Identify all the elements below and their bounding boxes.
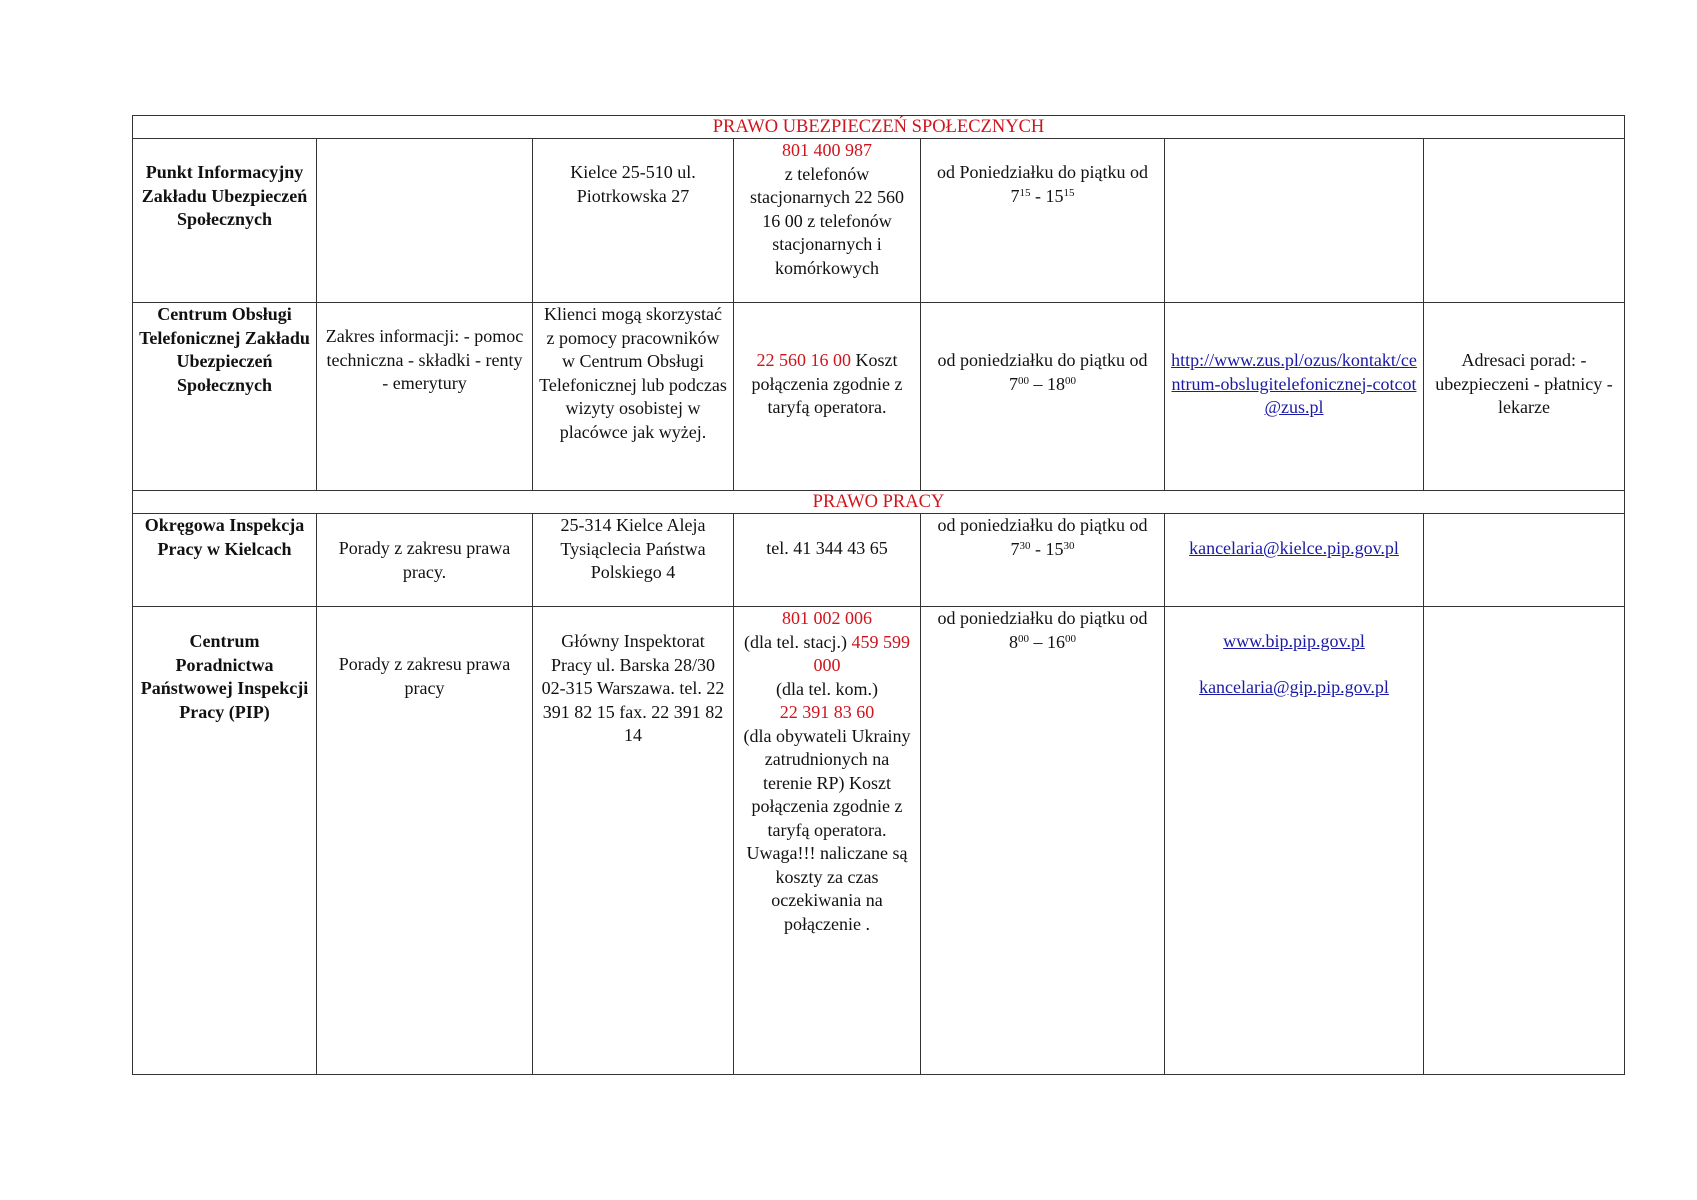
bip-website-link[interactable]: www.bip.pip.gov.pl	[1223, 631, 1365, 651]
scope-cell: Zakres informacji: - pomoc techniczna - składki - renty - emerytury	[317, 303, 533, 491]
hours-to: 18	[1047, 373, 1065, 394]
hours-from: 7	[1010, 538, 1020, 559]
contact-cell	[1165, 607, 1424, 1075]
address-cell: Kielce 25-510 ul. Piotrkowska 27	[533, 139, 734, 303]
kielce-email-link[interactable]: kancelaria@kielce.pip.gov.pl	[1189, 538, 1399, 558]
hours-cell	[921, 514, 1165, 607]
table-row	[133, 303, 1625, 491]
recipients-cell	[1424, 139, 1625, 303]
scope-cell: Porady z zakresu prawa pracy.	[317, 514, 533, 607]
phone-cell: tel. 41 344 43 65	[734, 514, 921, 607]
contact-table	[132, 115, 1625, 1075]
hours-label: od poniedziałku do piątku od	[937, 608, 1148, 628]
address-cell: Główny Inspektorat Pracy ul. Barska 28/30 02-315 Warszawa. tel. 22 391 82 15 fax. 22 391 82 14	[533, 607, 734, 1075]
hours-label: od poniedziałku do piątku od	[937, 515, 1148, 535]
hours-to-minutes: 00	[1065, 632, 1076, 645]
section-title-labor: PRAWO PRACY	[133, 491, 1625, 514]
contact-cell	[1165, 514, 1424, 607]
recipients-cell: Adresaci porad: - ubezpieczeni - płatnicy - lekarze	[1424, 303, 1625, 491]
hours-to: 15	[1045, 538, 1064, 559]
hours-separator: –	[1029, 373, 1047, 394]
section-header-row	[133, 116, 1625, 139]
zus-contact-link[interactable]: http://www.zus.pl/ozus/kontakt/centrum-obslugitelefonicznej-cotcot@zus.pl	[1171, 350, 1417, 417]
table-row	[133, 514, 1625, 607]
hours-to: 15	[1045, 185, 1064, 206]
hours-from-minutes: 00	[1018, 632, 1029, 645]
institution-name: Centrum Poradnictwa Państwowej Inspekcji Pracy (PIP)	[133, 607, 317, 1075]
recipients-cell	[1424, 514, 1625, 607]
section-title-social: PRAWO UBEZPIECZEŃ SPOŁECZNYCH	[133, 116, 1625, 139]
institution-name: Okręgowa Inspekcja Pracy w Kielcach	[133, 514, 317, 607]
table-row	[133, 607, 1625, 1075]
hours-separator: -	[1030, 185, 1046, 206]
hours-from: 8	[1009, 631, 1018, 652]
scope-cell: Porady z zakresu prawa pracy	[317, 607, 533, 1075]
table-row	[133, 139, 1625, 303]
hours-to-minutes: 00	[1065, 374, 1076, 387]
phone-cell	[734, 303, 921, 491]
hours-cell	[921, 303, 1165, 491]
hours-separator: –	[1029, 631, 1047, 652]
address-cell: Klienci mogą skorzystać z pomocy pracowników w Centrum Obsługi Telefonicznej lub podczas wizyty osobistej w placówce jak wyżej.	[533, 303, 734, 491]
phone-number: 459 599 000	[813, 631, 910, 675]
phone-number: 22 391 83 60	[779, 702, 875, 722]
hours-from: 7	[1009, 373, 1018, 394]
phone-note: z telefonów stacjonarnych 22 560 16 00 z telefonów stacjonarnych i komórkowych	[750, 163, 904, 278]
hours-label: od poniedziałku do piątku od	[937, 350, 1148, 370]
hours-label: od Poniedziałku do piątku od	[937, 162, 1148, 182]
hours-cell	[921, 607, 1165, 1075]
phone-cell	[734, 139, 921, 303]
address-cell: 25-314 Kielce Aleja Tysiąclecia Państwa Polskiego 4	[533, 514, 734, 607]
hours-to: 16	[1047, 631, 1065, 652]
contact-cell	[1165, 303, 1424, 491]
phone-note: (dla obywateli Ukrainy zatrudnionych na terenie RP) Koszt połączenia zgodnie z taryfą operatora. Uwaga!!! naliczane są koszty za czas oczekiwania na połączenie .	[743, 725, 911, 934]
hours-from-minutes: 00	[1018, 374, 1029, 387]
phone-cell	[734, 607, 921, 1075]
scope-cell	[317, 139, 533, 303]
gip-email-link[interactable]: kancelaria@gip.pip.gov.pl	[1199, 676, 1389, 697]
hours-from-minutes: 15	[1019, 186, 1031, 199]
phone-number: 22 560 16 00	[756, 350, 851, 370]
institution-name: Centrum Obsługi Telefonicznej Zakładu Ubezpieczeń Społecznych	[133, 303, 317, 491]
phone-number: 801 400 987	[782, 140, 872, 160]
hours-to-minutes: 15	[1063, 186, 1075, 199]
recipients-cell	[1424, 607, 1625, 1075]
section-header-row	[133, 491, 1625, 514]
hours-to-minutes: 30	[1063, 539, 1075, 552]
phone-number: 801 002 006	[782, 608, 872, 628]
hours-from: 7	[1010, 185, 1020, 206]
hours-cell	[921, 139, 1165, 303]
phone-note: (dla tel. kom.)	[776, 678, 878, 699]
phone-note: (dla tel. stacj.)	[744, 631, 852, 652]
phone-note: Koszt połączenia zgodnie z taryfą operatora.	[751, 350, 903, 417]
hours-from-minutes: 30	[1019, 539, 1031, 552]
contact-cell	[1165, 139, 1424, 303]
institution-name: Punkt Informacyjny Zakładu Ubezpieczeń Społecznych	[133, 139, 317, 303]
hours-separator: -	[1030, 538, 1046, 559]
